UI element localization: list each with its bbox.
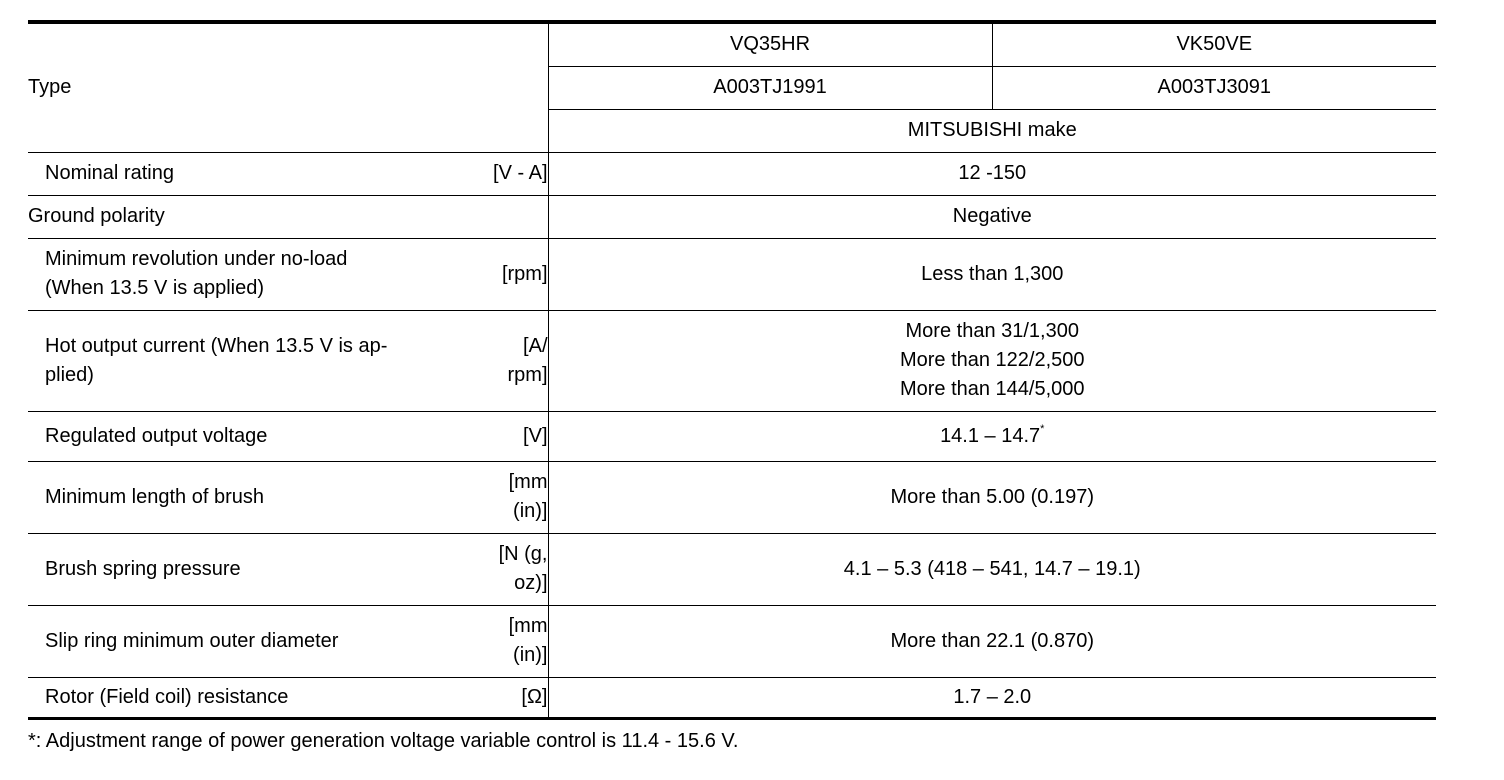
regulated-voltage-label-cell [28, 411, 548, 461]
hot-output-values [548, 310, 1436, 411]
rotor-resistance-label-cell [28, 677, 548, 718]
brush-length-row [28, 461, 1436, 533]
model-vq35hr: VQ35HR [548, 22, 992, 66]
hot-output-value-5000: More than 144/5,000 [899, 378, 1085, 400]
slip-ring-row [28, 605, 1436, 677]
min-revolution-unit: [rpm] [501, 262, 548, 285]
brush-length-label: Minimum length of brush [45, 485, 264, 508]
nominal-rating-label-cell [28, 152, 548, 195]
hot-output-label-line2: plied) [45, 363, 94, 386]
min-revolution-row [28, 238, 1436, 310]
slip-ring-value: More than 22.1 (0.870) [548, 605, 1436, 677]
brush-length-unit-line2: (in)] [513, 500, 548, 522]
slip-ring-unit-line2: (in)] [513, 644, 548, 666]
min-revolution-label-cell [28, 238, 548, 310]
regulated-voltage-unit: [V] [523, 424, 548, 447]
part-number-vk50ve: A003TJ3091 [992, 66, 1436, 109]
hot-output-unit-line1: [A/ [523, 334, 548, 357]
brush-pressure-label: Brush spring pressure [45, 557, 241, 580]
brush-pressure-value: 4.1 – 5.3 (418 – 541, 14.7 – 19.1) [548, 533, 1436, 605]
part-number-vq35hr: A003TJ1991 [548, 66, 992, 109]
footnote: *: Adjustment range of power generation voltage variable control is 11.4 - 15.6 V. [28, 730, 739, 752]
brush-pressure-label-cell [28, 533, 548, 605]
brush-length-label-cell [28, 461, 548, 533]
model-vk50ve: VK50VE [992, 22, 1436, 66]
hot-output-row [28, 310, 1436, 411]
nominal-rating-label: Nominal rating [45, 162, 174, 184]
make-value: MITSUBISHI make [548, 109, 1436, 152]
regulated-voltage-value: 14.1 – 14.7 [940, 424, 1041, 447]
brush-length-unit-line1: [mm [508, 471, 548, 493]
slip-ring-label: Slip ring minimum outer diameter [45, 629, 339, 652]
nominal-rating-value: 12 -150 [548, 152, 1436, 195]
rotor-resistance-value: 1.7 – 2.0 [548, 677, 1436, 718]
slip-ring-unit-line1: [mm [508, 615, 548, 637]
alternator-spec-table [28, 20, 1436, 720]
type-cell [28, 22, 548, 152]
type-label: Type [28, 76, 72, 99]
hot-output-label-cell [28, 310, 548, 411]
brush-pressure-unit-line2: oz)] [514, 572, 548, 594]
regulated-voltage-label: Regulated output voltage [45, 424, 268, 447]
nominal-rating-unit: [V - A] [493, 162, 548, 184]
model-header-row [28, 22, 1436, 66]
brush-pressure-unit-line1: [N (g, [498, 543, 548, 565]
min-revolution-label-line1: Minimum revolution under no-load [45, 248, 348, 270]
min-revolution-value: Less than 1,300 [548, 238, 1436, 310]
regulated-voltage-row [28, 411, 1436, 461]
brush-length-value: More than 5.00 (0.197) [548, 461, 1436, 533]
rotor-resistance-unit: [Ω] [521, 685, 548, 708]
ground-polarity-value: Negative [548, 195, 1436, 238]
rotor-resistance-row [28, 677, 1436, 718]
hot-output-label-line1: Hot output current (When 13.5 V is ap- [45, 334, 388, 357]
nominal-rating-row [28, 152, 1436, 195]
brush-pressure-row [28, 533, 1436, 605]
rotor-resistance-label: Rotor (Field coil) resistance [45, 685, 289, 708]
hot-output-value-1300: More than 31/1,300 [905, 320, 1079, 342]
hot-output-unit-line2: rpm] [507, 363, 548, 386]
ground-polarity-row [28, 195, 1436, 238]
min-revolution-label-line2: (When 13.5 V is applied) [45, 277, 265, 299]
regulated-voltage-value-cell [548, 411, 1436, 461]
footnote-marker: * [1040, 422, 1045, 435]
slip-ring-label-cell [28, 605, 548, 677]
ground-polarity-label: Ground polarity [28, 195, 548, 238]
hot-output-value-2500: More than 122/2,500 [899, 349, 1085, 371]
